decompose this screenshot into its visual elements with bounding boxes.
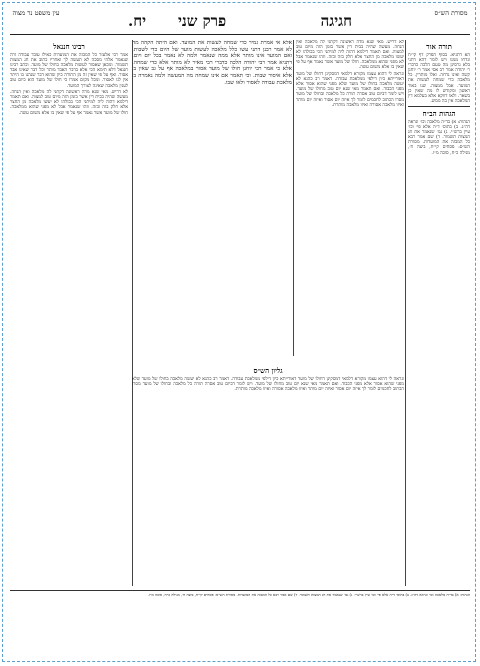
- footnotes: [10, 588, 470, 654]
- column-divider: [293, 40, 294, 356]
- left-title: עין משפט נר מצוה: [12, 9, 60, 17]
- footnote-text: הגהות: א) בד״ה מלאכה וכו׳ ונראה דה״ג. ב) בתוס׳ ד״ה אלא פי׳ וכו׳ עיין ברש״י. ג) גמ׳ שנאמר את חג המצות תשמור. ד) שם אמר רבא כל המבזה את המועדות. מסורת הש״ס: פסחים קי״ח, ביצה ח׳, מגילה כ״ח, סוכה מ״ז.: [147, 592, 470, 597]
- tosafot-column: [10, 40, 128, 580]
- footnote-rule: [10, 590, 470, 591]
- right-title: מסורת הש״ס: [434, 9, 468, 17]
- main-text-column: [132, 40, 292, 360]
- rashi-column: [296, 40, 404, 360]
- main-text: אלא אי אמרת גמיר כדי שמחה לעשות את המועד. ואם היתה הקהה מה לא אמר רבנן דתני עשו כלל מלאכה לעשות מועד של היום כדי לשבות. ואם המועד אינו מותר אלא ממה שנאמר ולמה לא נאמר בכל יום ויום. דתניא אמר רבי יהודה הלכה כדברי רבי מאיר לא מותר אלא כדי שמחה. אלא כי אמר רבי יוחנן חולו של מועד אסור במלאכה אף על גב שאין בו אלא איסור שבות. וכי תאמר אם אינו שמחה מה המעשה ולמה נאמרה בו מלאכת עבודה לאסור ולאו שבו.: [132, 40, 292, 86]
- right-margin-column: [408, 40, 470, 656]
- right-heading: תורה אור: [426, 42, 452, 51]
- column-divider: [405, 40, 406, 586]
- chapter-name: פרק שני: [178, 12, 227, 30]
- page-header: [10, 8, 470, 34]
- talmud-page: [10, 8, 470, 656]
- bottom-commentary: [132, 364, 404, 584]
- margin-heading: הגהות הב״ח: [422, 108, 456, 118]
- page-number: יח.: [128, 12, 147, 30]
- separator: [408, 106, 470, 107]
- bottom-heading: גליון הש״ס: [253, 366, 283, 375]
- bottom-text: ונראה לי דהוא עצמו מקורא דלמאי דמסקינן דחולו של מועד דאורייתא כיון דילפי ממלאכת עבודה. דאמר רב כהנא לא יעשה מלאכה בחולו של מועד שלא מפני שהוא אסור אלא מפני הכבוד. ואם תאמר מאי שנא יום טוב מחולו של מועד. ויש לומר דביום טוב אסרה תורה כל מלאכה ובחולו של מועד מסרו הכתוב לחכמים לומר לך איזה יום אסור ואיזה יום מותר ואיזו מלאכה אסורה ואיזו מלאכה מותרת.: [132, 377, 404, 393]
- margin-notes: הגהות: א) בד״ה מלאכה וכו׳ ונראה דה״ג. ב) בתוס׳ ד״ה אלא פי׳ וכו׳ עיין ברש״י. ג) גמ׳ שנאמר את חג המצות תשמור. ד) שם אמר רבא כל המבזה את המועדות. מסורת הש״ס: פסחים קי״ח, ביצה ח׳, מגילה כ״ח, סוכה מ״ז.: [408, 119, 470, 156]
- rashi-text-cont: ונראה לי דהוא עצמו מקורא דלמאי דמסקינן דחולו של מועד דאורייתא כיון דילפי ממלאכת עבודה. דאמר רב כהנא לא יעשה מלאכה בחולו של מועד שלא מפני שהוא אסור אלא מפני הכבוד. ואם תאמר מאי שנא יום טוב מחולו של מועד. ויש לומר דביום טוב אסרה תורה כל מלאכה ובחולו של מועד מסרו הכתוב לחכמים לומר לך איזה יום אסור ואיזה יום מותר ואיזו מלאכה אסורה ואיזו מלאכה מותרת.: [296, 72, 404, 108]
- header-rule: [10, 34, 470, 35]
- tosafot-text: אמר רבי אלעזר כל המבזה את המועדות כאילו עובד עבודה זרה שנאמר אלהי מסכה לא תעשה לך ואחריו כתוב את חג המצות תשמור. ומכאן שאסור לעשות מלאכה בחולו של מועד. וכתב רבינו חננאל דלא תימא הכי אלא בדבר האבד מותר וכל דבר שאינו אבד אסור. ואף על פי שאין זה מן התורה כיון שהוא דבר שנהגו בו היתר אין לנו לאסור. ומכל מקום אמרו כי חולו של מועד הוא כיום טוב לענין מלאכה שאינה לצורך המועד.: [10, 53, 128, 89]
- tractate-name: חגיגה: [320, 12, 352, 30]
- tosafot-text-cont: לא דריש. מאי שנא מדה ראשונה דקתני לה מלאכה ואין הנחה. מעשה שהיה בבית דין אשר בזמן הזה מיום טוב למצוה. ואם תאמר דילמא דהוה ליה למיתני הכי בכולהו לא יעשו מלאכה מן החצר אלא חלק בזה ובזה. וזהו שנאמר אבל לא מפני שהוא ממלאכה. חולו של מועד אשר נאמר אף על פי שאין בו אלא משום עשה.: [10, 90, 128, 116]
- left-heading: רבינו חננאל: [53, 42, 85, 51]
- rashi-text: לא דריש. מאי שנא מדה ראשונה דקתני לה מלאכה ואין הנחה. מעשה שהיה בבית דין אשר בזמן הזה מיום טוב למצוה. ואם תאמר דילמא דהוה ליה למיתני הכי בכולהו לא יעשו מלאכה מן החצר אלא חלק בזה ובזה. וזהו שנאמר אבל לא מפני שהוא ממלאכה. חולו של מועד אשר נאמר אף על פי שאין בו אלא משום עשה.: [296, 40, 404, 71]
- right-margin-text: הא דתניא. בסוף הפרק דף קי״ח ונדחו ממנו ויש לומר דהא דתני בלא גרסינן מה טעם הלכה כדברי ר׳ יהודה אמר רב אסי אמר ר׳ יוחנן קשה ואינו נדחה. ואלו מותרין. כל מלאכה כדי שמחה לעשות את המועד. אבל ממצוה. שנו באור ראשון ומקודש לו מה שאין כן בשאר. ולאו דווקא אלא בעלמא דין המלאכה אין בה ממש.: [408, 53, 470, 104]
